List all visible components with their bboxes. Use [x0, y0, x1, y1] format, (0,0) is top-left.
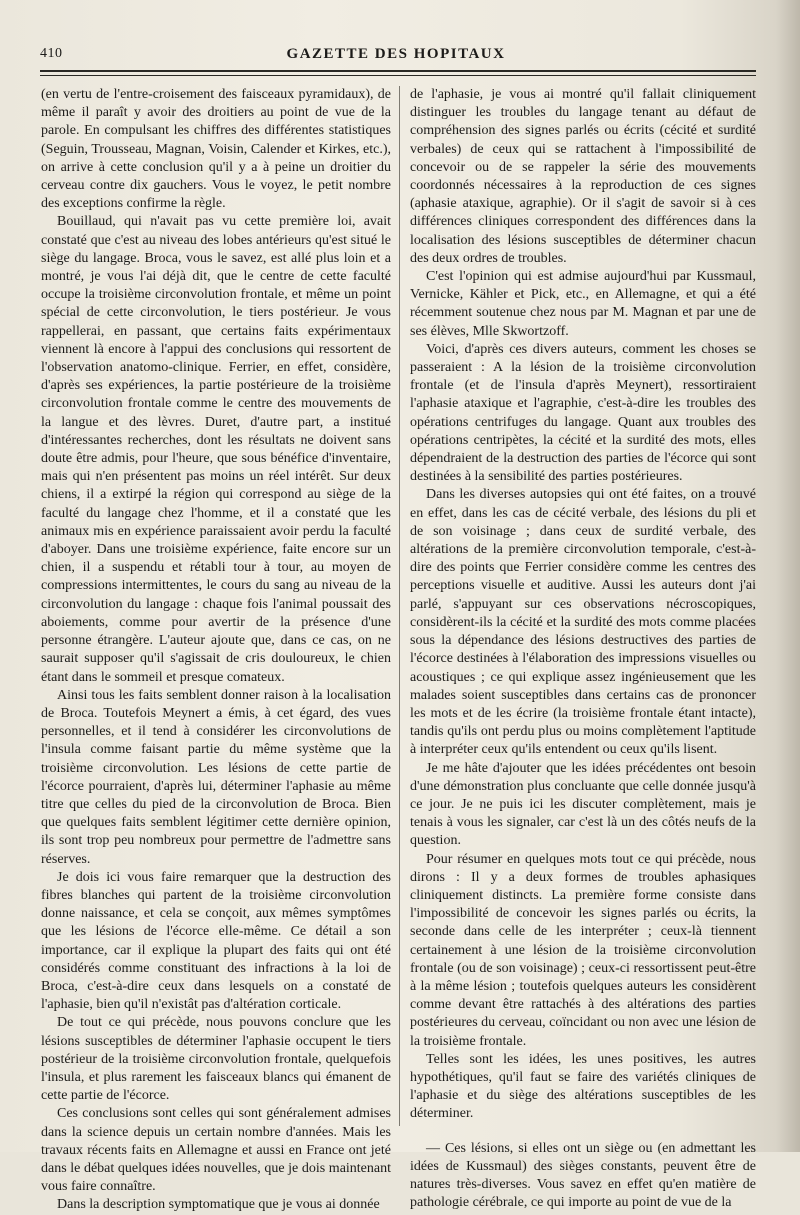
column-divider — [399, 86, 400, 1126]
paragraph: Telles sont les idées, les unes positives, les autres hypothétiques, qu'il faut se faire des variétés cliniques de l'aphasie et du siège des altérations susceptibles de les déterminer. — [410, 1051, 756, 1122]
paragraph: Dans les diverses autopsies qui ont été faites, on a trouvé en effet, dans les cas de cécité verbale, des lésions du pli et de son voisinage ; dans ceux de surdité verbale, des altérations de la première circonvolution temporale, c'est-à-dire des points que Ferrier considère comme les centres des perceptions visuelle et auditive. Aussi les auteurs dont j'ai parlé, s'appuyant sur ces observations nécroscopiques, considèrent-ils la cécité et la surdité des mots comme placées sous la dépendance des lésions destructives des parties de l'écorce destinées à l'élaboration des impressions visuelles ou acoustiques ; ce qui explique assez ingénieusement que les malades soient susceptibles dans certains cas de prononcer les mots et de les écrire (la troisième frontale étant intacte), tandis qu'ils ont perdu plus ou moins complètement l'aptitude à interpréter ceux qu'ils entendent ou ceux qu'ils lisent. — [410, 487, 756, 758]
paragraph: Pour résumer en quelques mots tout ce qui précède, nous dirons : Il y a deux formes de troubles aphasiques cliniquement distincts. La première forme consiste dans l'impossibilité de concevoir les signes parlés ou écrits, la seconde dans celle de les interpréter ; ceux-là tiennent certainement à une lésion de la troisième circonvolution frontale (ou de son voisinage) ; ceux-ci ressortissent peut-être à la même lésion ; toutefois quelques auteurs les considèrent comme devant être rattachés à des altérations des parties postérieures du cerveau, coïncidant ou non avec une lésion de la troisième frontale. — [410, 851, 756, 1049]
left-column — [41, 86, 391, 1215]
journal-title: GAZETTE DES HOPITAUX — [286, 46, 506, 62]
paragraph: Voici, d'après ces divers auteurs, comment les choses se passeraient : A la lésion de la troisième circonvolution frontale (et de l'insula d'après Meynert), ressortiraient l'aphasie ataxique et l'agraphie, c'est-à-dire les troubles des opérations centrifuges du langage. Quant aux troubles des opérations centripètes, la cécité et la surdité des mots, elles dépendraient de la destruction des parties de l'écorce qui sont destinées à la sensibilité des parties postérieures. — [410, 341, 756, 485]
right-column — [410, 86, 756, 1212]
paragraph: C'est l'opinion qui est admise aujourd'hui par Kussmaul, Vernicke, Kähler et Pick, etc., en Allemagne, et qui a été récemment soutenue chez nous par M. Magnan et par une de ses élèves, Mlle Skwortzoff. — [410, 269, 756, 339]
paragraph: Je me hâte d'ajouter que les idées précédentes ont besoin d'une démonstration plus concluante que celle donnée jusqu'à ce jour. Je ne puis ici les discuter complètement, mais je tenais à vous les signaler, car c'est là un des côtés neufs de la question. — [410, 760, 756, 849]
page-header — [40, 46, 752, 66]
header-rule-thin — [40, 75, 756, 76]
paragraph: Ces conclusions sont celles qui sont généralement admises dans la science depuis un certain nombre d'années. Mais les travaux récents faits en Allemagne et aussi en France ont jeté dans le débat quelques idées nouvelles, que je dois maintenant vous faire connaître. — [41, 1106, 391, 1195]
paragraph: — Ces lésions, si elles ont un siège ou (en admettant les idées de Kussmaul) des sièges constants, peuvent être de natures très-diverses. Vous savez en effet qu'en matière de pathologie cérébrale, ce qui importe au point de vue de la — [410, 1140, 756, 1211]
paragraph: Dans la description symptomatique que je vous ai donnée — [57, 1197, 380, 1213]
paragraph: Je dois ici vous faire remarquer que la destruction des fibres blanches qui partent de la troisième circonvolution donne naissance, et cela se conçoit, aux mêmes symptômes que les lésions de l'écorce elle-même. Ce détail a son importance, car il explique la plupart des faits qui ont été considérés comme constituant des infractions à la loi de Broca, c'est-à-dire ceux dans lesquels on a constaté de l'aphasie, bien qu'il n'existât pas d'altération corticale. — [41, 869, 391, 1013]
page-number: 410 — [40, 46, 63, 61]
paragraph: De tout ce qui précède, nous pouvons conclure que les lésions susceptibles de déterminer l'aphasie occupent le tiers postérieur de la troisième circonvolution frontale, quelquefois l'insula, et plus rarement les faisceaux blancs qui émanent de cette partie de l'écorce. — [41, 1015, 391, 1104]
paragraph: Ainsi tous les faits semblent donner raison à la localisation de Broca. Toutefois Meynert a émis, à cet égard, des vues personnelles, et il tend à considérer les circonvolutions de l'insula comme faisant partie du même système que la troisième circonvolution. Les lésions de cette partie de l'écorce pourraient, d'après lui, déterminer l'aphasie au même titre que celles du pied de la circonvolution de Broca. Bien que quelques faits semblent légitimer cette dernière opinion, ils sont trop peu nombreux pour permettre de l'admettre sans réserves. — [41, 687, 391, 867]
header-rule-thick — [40, 70, 756, 72]
paragraph: de l'aphasie, je vous ai montré qu'il fallait cliniquement distinguer les troubles du langage tenant au défaut de compréhension des signes parlés ou écrits (cécité et surdité verbales) de ceux qui se rattachent à l'impossibilité de concevoir ou de se rappeler la série des mouvements coordonnés nécessaires à la reproduction de ces signes (aphasie ataxique, agraphie). Or il s'agit de savoir si à ces différences cliniques correspondent des différences dans la localisation des lésions susceptibles de déterminer chacun des deux ordres de troubles. — [410, 87, 756, 266]
paragraph: (en vertu de l'entre-croisement des faisceaux pyramidaux), de même il paraît y avoir des droitiers au point de vue de la parole. En compulsant les chiffres des différentes statistiques (Seguin, Trousseau, Magnan, Voisin, Calender et Kirkes, etc.), on arrive à cette conclusion qu'il y a à peine un droitier du cerveau contre dix gauchers. Vous le voyez, le petit nombre des exceptions confirme la règle. — [41, 87, 391, 212]
paragraph: Bouillaud, qui n'avait pas vu cette première loi, avait constaté que c'est au niveau des lobes antérieurs qu'est situé le siège du langage. Broca, vous le savez, est allé plus loin et a montré, je vous l'ai déjà dit, que le centre de cette faculté occupe la troisième circonvolution frontale, et même un point spécial de cette circonvolution, le tiers postérieur. Je vous rappellerai, en passant, que certains faits expérimentaux viennent là encore à l'appui des conclusions qui ressortent de l'observation anatomo-clinique. Ferrier, en effet, considère, d'après ses expériences, la partie postérieure de la troisième circonvolution frontale comme le centre des mouvements de la langue et des lèvres. Duret, d'autre part, a institué d'intéressantes recherches, dont les résultats ne doivent sans doute être admis, pour l'heure, que sous bénéfice d'inventaire, mais qui n'en présentent pas moins un réel intérêt. Sur deux chiens, il a extirpé la région qui correspond au siège de la faculté du langage chez l'homme, et il a constaté que les animaux mis en expérience paraissaient avoir perdu la faculté d'aboyer. Dans une troisième expérience, faite encore sur un chien, il a suspendu et rétabli tour à tour, au moyen de compressions intermittentes, le cours du sang au niveau de la circonvolution du langage : chaque fois l'animal poussait des aboiements, comme pour avertir de la présence d'une personne étrangère. L'auteur ajoute que, dans ce cas, on ne saurait supposer qu'il s'agissait de cris douloureux, le chien étant dans le sommeil et presque comateux. — [41, 214, 391, 685]
